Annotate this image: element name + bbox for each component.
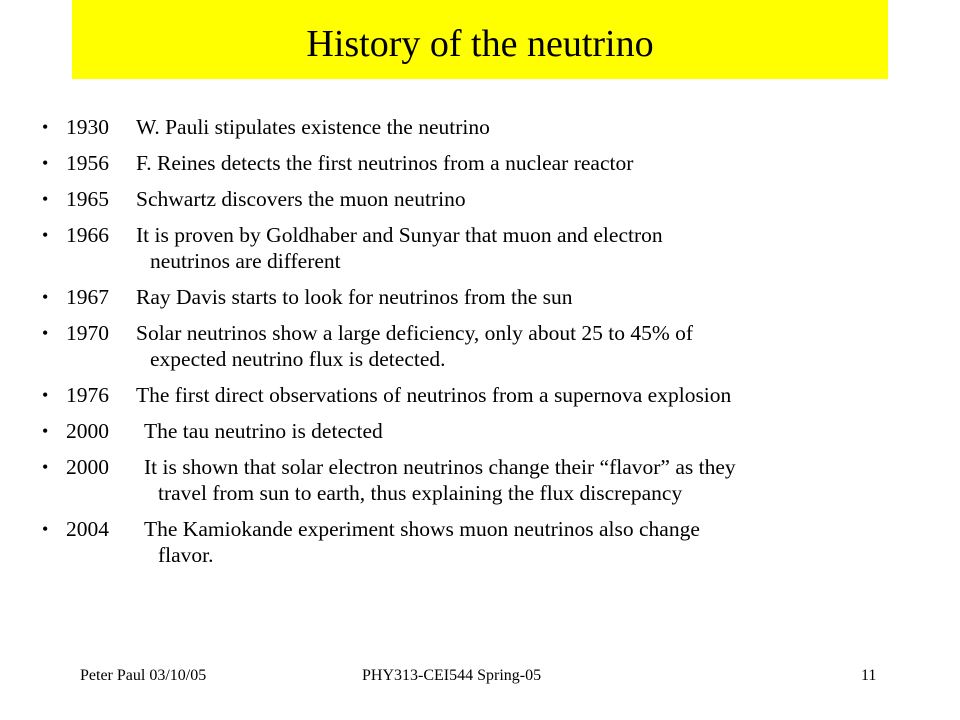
bullet-icon: •	[42, 189, 49, 209]
timeline-item	[42, 150, 922, 176]
bullet-icon: •	[42, 323, 49, 343]
timeline-entry	[66, 284, 922, 310]
timeline-entry	[66, 382, 922, 408]
timeline-text: W. Pauli stipulates existence the neutrino	[136, 115, 490, 139]
timeline-entry	[66, 320, 922, 372]
timeline-text-continued: flavor.	[158, 543, 214, 567]
timeline-item	[42, 454, 922, 506]
timeline-item	[42, 382, 922, 408]
bullet-icon: •	[42, 519, 49, 539]
bullet-icon: •	[42, 225, 49, 245]
slide-title: History of the neutrino	[306, 22, 654, 65]
slide-title-bar	[72, 0, 888, 79]
timeline-item	[42, 320, 922, 372]
timeline-text: The first direct observations of neutrinos from a supernova explosion	[136, 383, 732, 407]
timeline-year: 2000	[66, 419, 109, 443]
timeline-text: Ray Davis starts to look for neutrinos from the sun	[136, 285, 573, 309]
timeline-text: Schwartz discovers the muon neutrino	[136, 187, 466, 211]
timeline-item	[42, 516, 922, 568]
timeline-year: 2000	[66, 455, 109, 479]
bullet-icon: •	[42, 153, 49, 173]
timeline-text: F. Reines detects the first neutrinos from a nuclear reactor	[136, 151, 634, 175]
timeline-entry	[66, 418, 922, 444]
footer-course: PHY313-CEI544 Spring-05	[362, 667, 542, 684]
timeline-entry	[66, 114, 922, 140]
timeline-year: 1976	[66, 383, 109, 407]
timeline-year: 1966	[66, 223, 109, 247]
timeline-year: 2004	[66, 517, 109, 541]
timeline-text: The Kamiokande experiment shows muon neutrinos also change	[144, 517, 700, 541]
timeline-text-continued: neutrinos are different	[150, 249, 341, 273]
timeline-entry	[66, 222, 922, 274]
bullet-icon: •	[42, 457, 49, 477]
footer-author-date: Peter Paul 03/10/05	[80, 667, 207, 684]
timeline-text: It is proven by Goldhaber and Sunyar that muon and electron	[136, 223, 663, 247]
timeline-year: 1970	[66, 321, 109, 345]
timeline-text: It is shown that solar electron neutrinos change their “flavor” as they	[144, 455, 736, 479]
timeline-item	[42, 222, 922, 274]
bullet-icon: •	[42, 117, 49, 137]
slide-number: 11	[861, 667, 877, 684]
timeline-year: 1930	[66, 115, 109, 139]
timeline-text-continued: travel from sun to earth, thus explaining the flux discrepancy	[158, 481, 683, 505]
timeline-item	[42, 418, 922, 444]
timeline-text: The tau neutrino is detected	[144, 419, 383, 443]
bullet-icon: •	[42, 287, 49, 307]
timeline-entry	[66, 150, 922, 176]
timeline-year: 1967	[66, 285, 109, 309]
timeline-year: 1965	[66, 187, 109, 211]
timeline-entry	[66, 186, 922, 212]
timeline-item	[42, 186, 922, 212]
timeline-text: Solar neutrinos show a large deficiency, only about 25 to 45% of	[136, 321, 694, 345]
bullet-icon: •	[42, 421, 49, 441]
bullet-icon: •	[42, 385, 49, 405]
timeline-item	[42, 114, 922, 140]
timeline-year: 1956	[66, 151, 109, 175]
timeline-entry	[66, 516, 922, 568]
timeline-list	[42, 114, 922, 578]
timeline-text-continued: expected neutrino flux is detected.	[150, 347, 446, 371]
timeline-entry	[66, 454, 922, 506]
timeline-item	[42, 284, 922, 310]
